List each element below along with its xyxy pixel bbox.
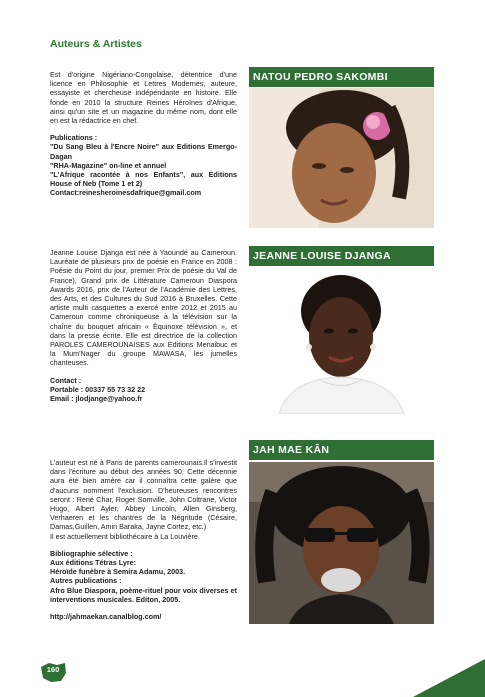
artist-name-banner: JAH MAE KÂN [249, 440, 434, 460]
contact-heading: Contact : [50, 375, 82, 385]
artist-bio-jeanne [50, 248, 237, 403]
bio-text-2: Il est actuellement bibliothécaire à La Louvière. [50, 531, 200, 541]
section-title: Auteurs & Artistes [50, 38, 142, 50]
artist-name-banner: JEANNE LOUISE DJANGA [249, 246, 434, 266]
biblio-item: Aux éditions Tétras Lyre: [50, 558, 137, 568]
bio-text: L'auteur est né à Paris de parents camerounais.Il s'investit dans l'écriture au début des années 90. Cette décennie aura été bien amère car il connaîtra cette galère que d'aucuns nomment l'exclusion. D'heureuses rencontres seront : René Char, Roger Somville, John Coltrane, Victor Hugo, Albert Ayler, Abbey Lincoln, Allen Ginsberg, Verhaeren et les chantres de la Négritude (Césaire, Damas,Guillen, Amiri Baraka, Jayne Cortez, etc.) [50, 458, 237, 532]
publication-item: "Du Sang Bleu à l'Encre Noire" aux Editions Emergo-Dagan [50, 142, 237, 161]
publication-item: "RHA-Magazine" on-line et annuel [50, 160, 167, 170]
page-number: 160 [46, 665, 60, 674]
artist-photo-jah [249, 462, 434, 624]
artist-photo-natou [249, 88, 434, 228]
publication-item: "L'Afrique racontée à nos Enfants", aux Editions House of Neb (Tome 1 et 2) [50, 170, 237, 189]
website-link[interactable]: http://jahmaekan.canalblog.com/ [50, 612, 162, 622]
artist-bio-natou [50, 70, 237, 198]
artist-name-banner: NATOU PEDRO SAKOMBI [249, 67, 434, 87]
contact-email[interactable]: Contact:reinesheroinesdafrique@gmail.com [50, 188, 202, 198]
biblio-item: Héroïde funèbre à Semira Adamu, 2003. [50, 567, 186, 577]
publications-heading: Publications : [50, 133, 98, 143]
artist-bio-jah [50, 458, 237, 621]
biblio-item: Afro Blue Diaspora, poème-rituel pour voix diverses et interventions musicales. Editon, 2005. [50, 585, 237, 604]
biblio-heading: Bibliographie sélective : [50, 548, 133, 558]
contact-email[interactable]: Email : jlodjange@yahoo.fr [50, 394, 143, 404]
biblio-item: Autres publications : [50, 576, 122, 586]
bio-text: Est d'origine Nigériano-Congolaise, détentrice d'une licence en Philosophie et Lettres Modernes, auteure, essayiste et chercheuse indépendante en histoire. Elle fonde en 2010 la structure Reines Héroïnes d'Afrique, ainsi qu'un site et un magazine du même nom, dont elle en est la rédactrice en chef. [50, 70, 237, 126]
corner-decoration [395, 659, 485, 697]
page-number-badge [39, 661, 67, 683]
bio-text: Jeanne Louise Djanga est née à Yaoundé au Cameroun. Lauréate de plusieurs prix de poésie en France en 2008 : Poésie du Point du jour, premier Prix de poésie du Val de France), Grand prix de Littérature Cameroun Diaspora Awards 2016, prix de l'Auteur de l'Académie des Lettres, des Arts, et des Cultures du Sud 2016 à Bruxelles. Cette artiste multi casquettes a exercé entre 2012 et 2015 au Cameroun comme chroniqueuse à la télévision sur la chaîne du bouquet africain « Équinoxe télévision », et dans la presse écrite. Elle est directrice de la collection PAROLES CAMEROUNAISES aux Editions Menaibuc et la Mum'Nager du groupe MAWASA, les jumelles chanteuses. [50, 248, 237, 368]
contact-phone: Portable : 00337 55 73 32 22 [50, 384, 146, 394]
artist-photo-jeanne [249, 267, 434, 414]
